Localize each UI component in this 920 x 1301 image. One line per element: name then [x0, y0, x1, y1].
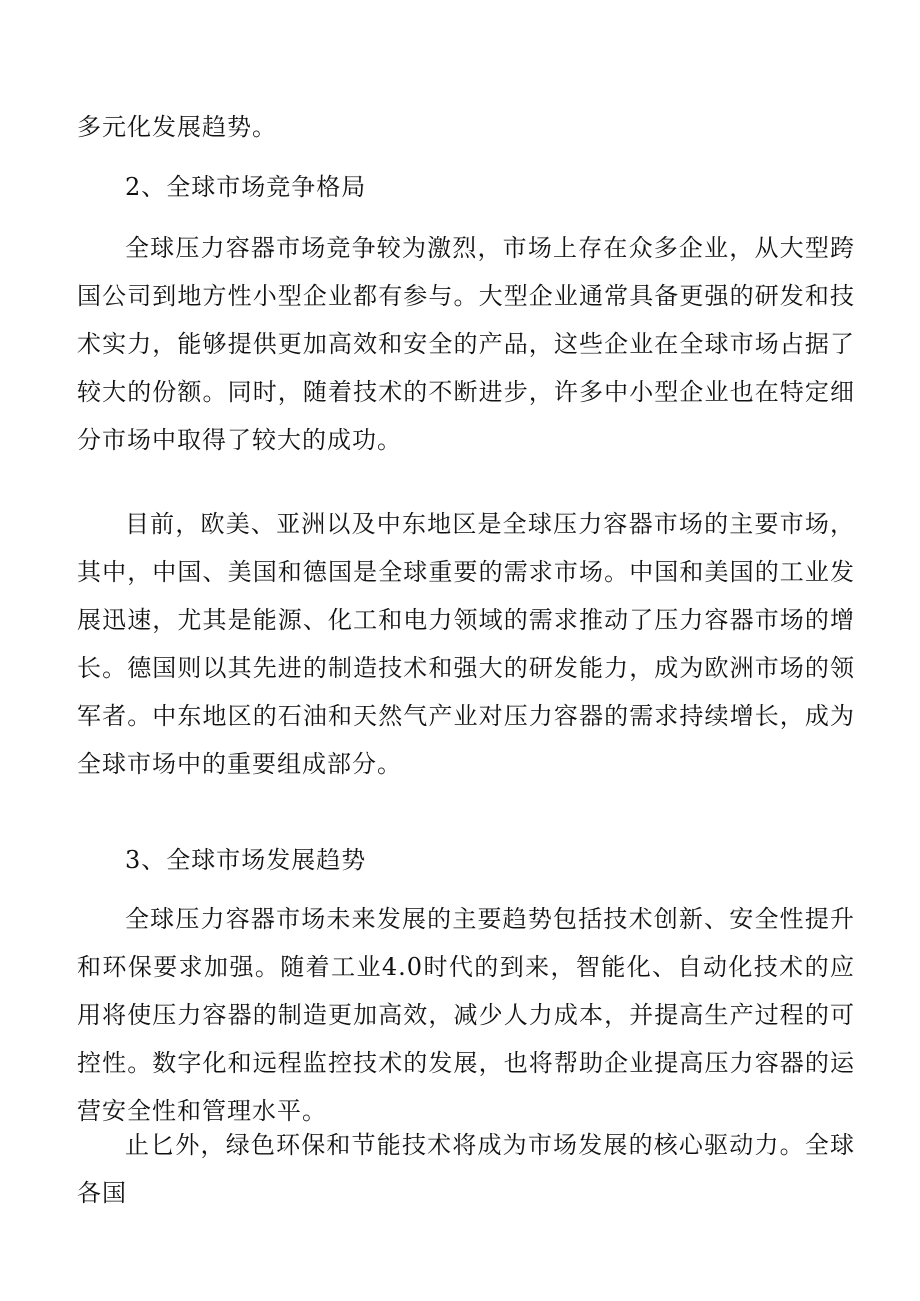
section3-paragraph-2: 止匕外，绿色环保和节能技术将成为市场发展的核心驱动力。全球各国	[77, 1131, 855, 1207]
section2-paragraph-2: 目前，欧美、亚洲以及中东地区是全球压力容器市场的主要市场，其中，中国、美国和德国是全球重要的需求市场。中国和美国的工业发展迅速，尤其是能源、化工和电力领域的需求推动了压力容器市场的增长。德国则以其先进的制造技术和强大的研发能力，成为欧洲市场的领军者。中东地区的石油和天然气产业对压力容器的需求持续增长，成为全球市场中的重要组成部分。	[77, 510, 855, 778]
section2-paragraph-1: 全球压力容器市场竞争较为激烈，市场上存在众多企业，从大型跨国公司到地方性小型企业都有参与。大型企业通常具备更强的研发和技术实力，能够提供更加高效和安全的产品，这些企业在全球市场占据了较大的份额。同时，随着技术的不断进步，许多中小型企业也在特定细分市场中取得了较大的成功。	[77, 234, 855, 454]
section3-paragraph-1: 全球压力容器市场未来发展的主要趋势包括技术创新、安全性提升和环保要求加强。随着工业4.0时代的到来，智能化、自动化技术的应用将使压力容器的制造更加高效，减少人力成本，并提高生产过程的可控性。数字化和远程监控技术的发展，也将帮助企业提高压力容器的运营安全性和管理水平。	[77, 905, 855, 1125]
section-heading-2: 2、全球市场竞争格局	[125, 173, 367, 201]
continuation-paragraph: 多元化发展趋势。	[77, 113, 277, 141]
section-heading-3: 3、全球市场发展趋势	[125, 846, 367, 874]
